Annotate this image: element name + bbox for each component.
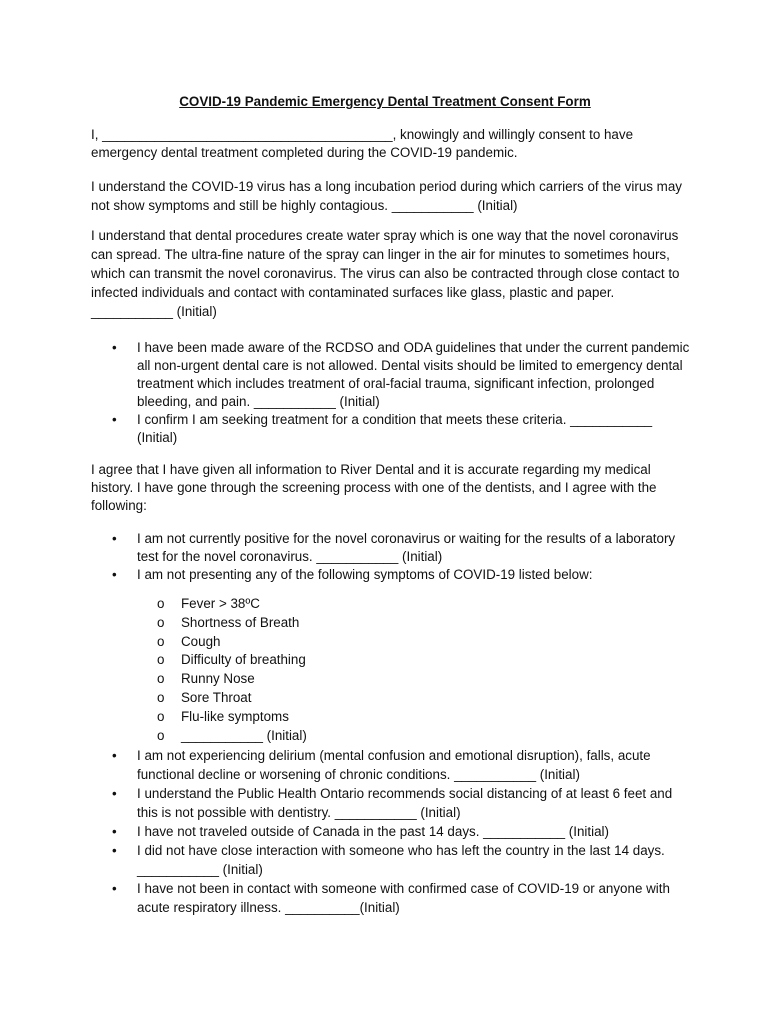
list-item-text: I have not been in contact with someone with confirmed case of COVID-19 or anyone with acute respiratory illness. __________(Initial): [137, 881, 670, 915]
list-item: [91, 689, 691, 708]
list-item: [91, 614, 691, 633]
list-item: [91, 339, 691, 411]
bullet-icon: •: [112, 824, 117, 839]
symptom-text: Cough: [181, 633, 221, 649]
consent-intro: I, _______________________________________, knowingly and willingly consent to have emergency dental treatment completed during the COVID-19 pandemic.: [91, 127, 634, 160]
list-item-text: I did not have close interaction with someone who has left the country in the last 14 days. ___________ (Initial): [137, 843, 665, 877]
circle-bullet-icon: o: [157, 671, 165, 687]
symptom-text: ___________ (Initial): [181, 727, 307, 743]
screening-list: [91, 530, 691, 584]
list-item-text: I understand the Public Health Ontario recommends social distancing of at least 6 feet and this is not possible with dentistry. ___________ (Initial): [137, 786, 673, 820]
symptom-text: Runny Nose: [181, 671, 255, 687]
final-declarations-list: [91, 746, 691, 917]
circle-bullet-icon: o: [157, 652, 165, 668]
bullet-icon: •: [112, 748, 117, 763]
list-item: [91, 841, 691, 879]
circle-bullet-icon: o: [157, 708, 165, 724]
list-item: [91, 651, 691, 670]
symptom-text: Shortness of Breath: [181, 614, 300, 630]
circle-bullet-icon: o: [157, 633, 165, 649]
list-item: [91, 746, 691, 784]
list-item: [91, 633, 691, 652]
list-item: [91, 670, 691, 689]
list-item: [91, 822, 691, 841]
list-item-text: I have been made aware of the RCDSO and ODA guidelines that under the current pandemic all non-urgent dental care is not allowed. Dental visits should be limited to emergency dental treatment which includes treatment of oral-facial trauma, significant infection, prolonged bleeding, and pain. ___________ (Initial): [137, 340, 690, 409]
list-item-text: I am not currently positive for the novel coronavirus or waiting for the results of a laboratory test for the novel coronavirus. ___________ (Initial): [137, 531, 676, 564]
bullet-icon: •: [112, 786, 117, 801]
incubation-paragraph: I understand the COVID-19 virus has a long incubation period during which carriers of the virus may not show symptoms and still be highly contagious. ___________ (Initial): [91, 179, 682, 213]
spray-paragraph: I understand that dental procedures create water spray which is one way that the novel coronavirus can spread. The ultra-fine nature of the spray can linger in the air for minutes to sometimes hours, which can transmit the novel coronavirus. The virus can also be contracted through close contact to infected individuals and contact with contaminated surfaces like glass, plastic and paper. ___________ (Initial): [91, 228, 680, 319]
circle-bullet-icon: o: [157, 614, 165, 630]
bullet-icon: •: [112, 340, 117, 355]
circle-bullet-icon: o: [157, 727, 165, 743]
list-item-text: I am not experiencing delirium (mental confusion and emotional disruption), falls, acute functional decline or worsening of chronic conditions. ___________ (Initial): [137, 748, 651, 782]
list-item: [91, 595, 691, 614]
circle-bullet-icon: o: [157, 689, 165, 705]
symptom-text: Sore Throat: [181, 689, 252, 705]
list-item-text: I confirm I am seeking treatment for a condition that meets these criteria. ___________ (Initial): [137, 412, 653, 445]
symptom-text: Difficulty of breathing: [181, 652, 306, 668]
bullet-icon: •: [112, 843, 117, 858]
list-item: [91, 784, 691, 822]
list-item-text: I have not traveled outside of Canada in the past 14 days. ___________ (Initial): [137, 824, 609, 839]
guidelines-list: [91, 339, 691, 447]
bullet-icon: •: [112, 567, 117, 582]
list-item: [91, 708, 691, 727]
bullet-icon: •: [112, 531, 117, 546]
list-item: [91, 566, 691, 584]
bullet-icon: •: [112, 881, 117, 896]
list-item-text: I am not presenting any of the following symptoms of COVID-19 listed below:: [137, 567, 593, 582]
list-item: [91, 411, 691, 447]
agree-paragraph: I agree that I have given all information to River Dental and it is accurate regarding my medical history. I have gone through the screening process with one of the dentists, and I agree with the following:: [91, 462, 657, 513]
list-item: [91, 727, 691, 746]
symptom-text: Flu-like symptoms: [181, 708, 289, 724]
list-item: [91, 530, 691, 566]
symptoms-list: [91, 595, 691, 745]
symptom-text: Fever > 38ºC: [181, 596, 260, 611]
circle-bullet-icon: o: [157, 596, 165, 611]
bullet-icon: •: [112, 412, 117, 427]
form-title: COVID-19 Pandemic Emergency Dental Treatment Consent Form: [179, 94, 591, 109]
list-item: [91, 879, 691, 917]
